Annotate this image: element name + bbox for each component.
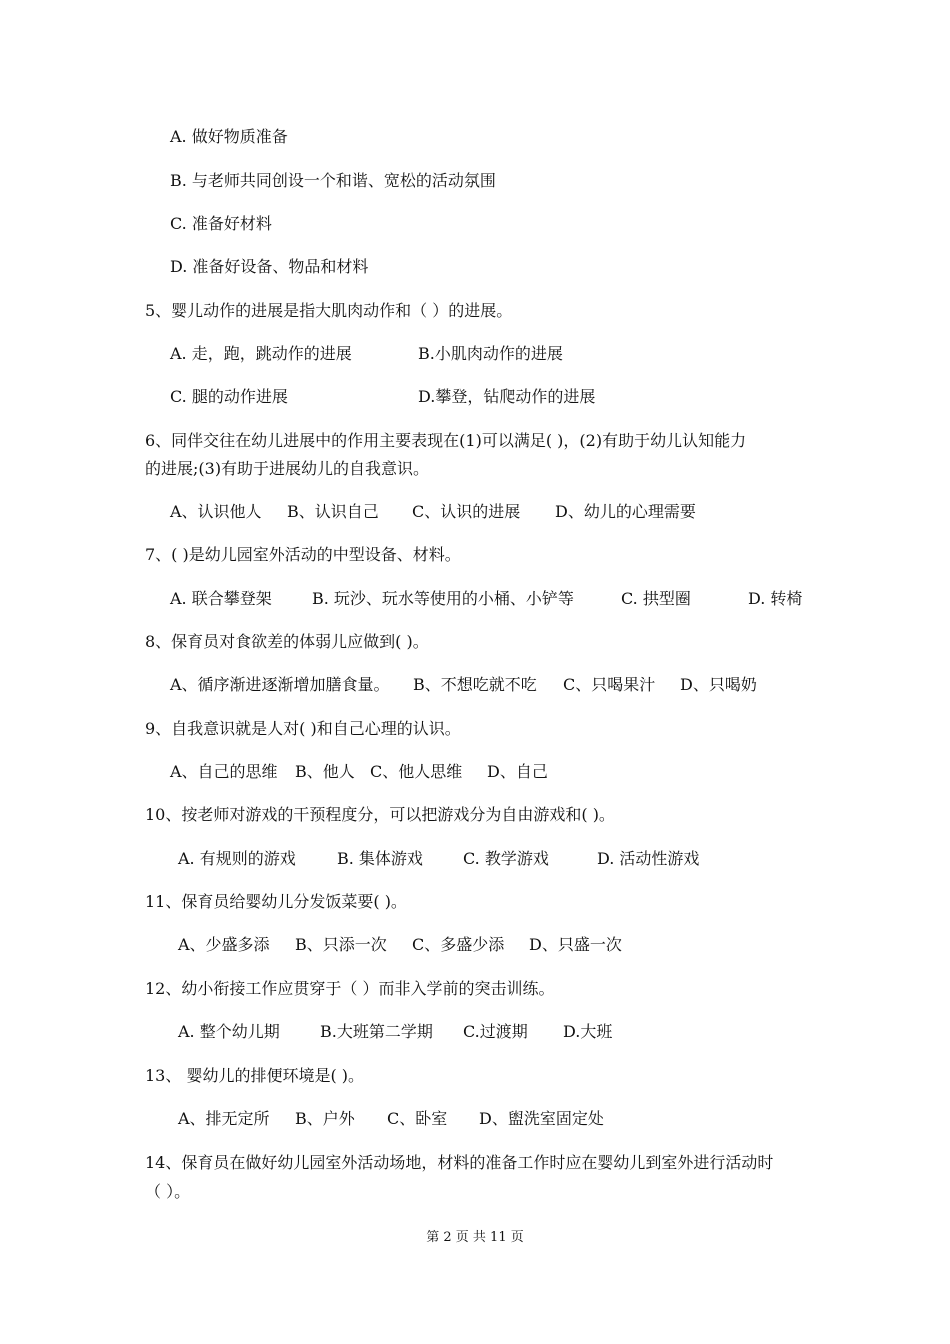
q10-option-b: B. 集体游戏 (337, 849, 423, 868)
q9-option-c: C、他人思维 (370, 762, 463, 781)
q8-option-c: C、只喝果汁 (563, 675, 656, 694)
q11-option-a: A、少盛多添 (178, 935, 270, 954)
q13-option-a: A、排无定所 (178, 1109, 270, 1128)
q4-option-b: B. 与老师共同创设一个和谐、宽松的活动氛围 (170, 171, 496, 190)
q9-option-a: A、自己的思维 (170, 762, 278, 781)
q5-option-d: D.攀登，钻爬动作的进展 (418, 387, 596, 406)
q12-option-b: B.大班第二学期 (320, 1022, 433, 1041)
q10-option-d: D. 活动性游戏 (597, 849, 700, 868)
q7-stem: 7、( )是幼儿园室外活动的中型设备、材料。 (145, 545, 461, 564)
q5-option-a: A. 走，跑，跳动作的进展 (170, 344, 352, 363)
q9-stem: 9、自我意识就是人对( )和自己心理的认识。 (145, 719, 461, 738)
q9-option-d: D、自己 (487, 762, 548, 781)
q11-option-d: D、只盛一次 (529, 935, 622, 954)
q14-stem-line1: 14、保育员在做好幼儿园室外活动场地，材料的准备工作时应在婴幼儿到室外进行活动时 (145, 1153, 774, 1172)
q6-stem-line2: 的进展;(3)有助于进展幼儿的自我意识。 (145, 459, 430, 478)
q12-option-a: A. 整个幼儿期 (178, 1022, 280, 1041)
q8-stem: 8、保育员对食欲差的体弱儿应做到( )。 (145, 632, 429, 651)
page-footer: 第 2 页 共 11 页 (426, 1230, 524, 1245)
q13-option-d: D、盥洗室固定处 (479, 1109, 604, 1128)
q7-option-c: C. 拱型圈 (621, 589, 691, 608)
q5-option-b: B.小肌肉动作的进展 (418, 344, 563, 363)
q6-option-d: D、幼儿的心理需要 (555, 502, 696, 521)
q6-option-b: B、认识自己 (287, 502, 379, 521)
q6-option-c: C、认识的进展 (412, 502, 521, 521)
q7-option-d: D. 转椅 (748, 589, 803, 608)
q8-option-a: A、循序渐进逐渐增加膳食量。 (170, 675, 390, 694)
q7-option-a: A. 联合攀登架 (170, 589, 272, 608)
q5-stem: 5、婴儿动作的进展是指大肌肉动作和（ ）的进展。 (145, 301, 513, 320)
q9-option-b: B、他人 (295, 762, 355, 781)
q10-option-a: A. 有规则的游戏 (178, 849, 296, 868)
q11-option-b: B、只添一次 (295, 935, 387, 954)
q5-option-c: C. 腿的动作进展 (170, 387, 288, 406)
q10-stem: 10、按老师对游戏的干预程度分，可以把游戏分为自由游戏和( )。 (145, 805, 615, 824)
q10-option-c: C. 教学游戏 (463, 849, 549, 868)
q13-stem: 13、 婴幼儿的排便环境是( )。 (145, 1066, 365, 1085)
q6-option-a: A、认识他人 (170, 502, 262, 521)
q4-option-d: D. 准备好设备、物品和材料 (170, 257, 369, 276)
q12-option-d: D.大班 (563, 1022, 613, 1041)
q13-option-b: B、户外 (295, 1109, 355, 1128)
q8-option-d: D、只喝奶 (680, 675, 757, 694)
q14-stem-line2: （ ）。 (145, 1182, 191, 1201)
q11-stem: 11、保育员给婴幼儿分发饭菜要( )。 (145, 892, 407, 911)
q4-option-a: A. 做好物质准备 (170, 127, 288, 146)
q12-option-c: C.过渡期 (463, 1022, 528, 1041)
q13-option-c: C、卧室 (387, 1109, 448, 1128)
q8-option-b: B、不想吃就不吃 (413, 675, 537, 694)
q12-stem: 12、幼小衔接工作应贯穿于（ ）而非入学前的突击训练。 (145, 979, 555, 998)
q6-stem-line1: 6、同伴交往在幼儿进展中的作用主要表现在(1)可以满足( )，(2)有助于幼儿认知能力 (145, 431, 747, 450)
q11-option-c: C、多盛少添 (412, 935, 505, 954)
q7-option-b: B. 玩沙、玩水等使用的小桶、小铲等 (312, 589, 574, 608)
q4-option-c: C. 准备好材料 (170, 214, 272, 233)
